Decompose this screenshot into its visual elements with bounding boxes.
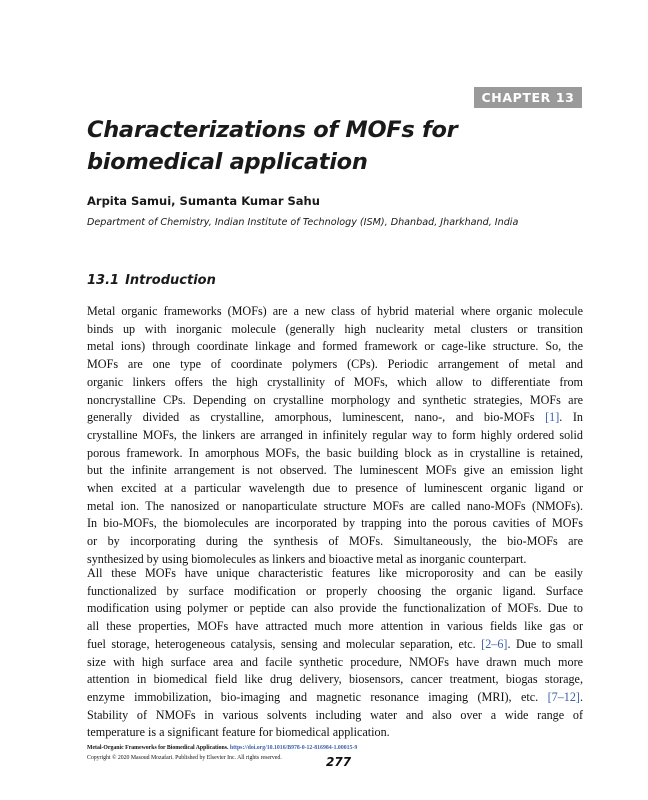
text-line (87, 636, 583, 654)
text-segment: . In (559, 410, 583, 425)
text-line: All these MOFs have unique characteristic features like microporosity and can be easily (87, 566, 583, 580)
section-number: 13.1 (87, 273, 120, 288)
text-segment: . Due to small (507, 636, 583, 651)
citation-link[interactable]: [2–6] (481, 636, 508, 651)
section-heading (87, 273, 216, 288)
chapter-title (87, 114, 557, 178)
citation-link[interactable]: [7–12] (547, 689, 580, 704)
text-line: In bio-MOFs, the biomolecules are incorporated by trapping into the porous cavities of MOFs (87, 516, 583, 531)
text-line: crystalline MOFs, the linkers are arranged in infinitely regular way to form highly ordered solid (87, 427, 583, 442)
text-line: functionalized by surface modification or properly choosing the organic ligand. Surface (87, 583, 583, 598)
text-line: attention in biomedical field like drug delivery, biosensors, cancer treatment, biogas storage, (87, 672, 583, 687)
text-line: Stability of NMOFs in various solvents including water and also over a wide range of (87, 707, 583, 722)
text-line: size with high surface area and facile synthetic procedure, NMOFs have drawn much more (87, 654, 583, 669)
citation-link[interactable]: [1] (545, 410, 560, 425)
text-line: Metal organic frameworks (MOFs) are a new class of hybrid material where organic molecule (87, 304, 583, 318)
footer-citation (87, 745, 357, 751)
text-line: metal ions) through coordinate linkage and formed framework or cage-like structure. So, the (87, 339, 583, 354)
page-number: 277 (326, 755, 352, 769)
affiliation: Department of Chemistry, Indian Institute of Technology (ISM), Dhanbad, Jharkhand, India (87, 217, 519, 228)
chapter-title-line-1: Characterizations of MOFs for (87, 117, 458, 143)
text-segment: generally divided as crystalline, amorphous, luminescent, nano-, and bio-MOFs (87, 410, 546, 425)
text-line: noncrystalline CPs. Depending on crystalline morphology and synthetic strategies, MOFs are (87, 392, 583, 407)
text-line: temperature is a significant feature for biomedical application. (87, 725, 390, 740)
footer-copyright: Copyright © 2020 Masoud Mozafari. Published by Elsevier Inc. All rights reserved. (87, 755, 282, 761)
text-line: all these properties, MOFs have attracted much more attention in various fields like gas or (87, 619, 583, 634)
text-line: metal ion. The nanosized or nanoparticulate structure MOFs are called nano-MOFs (NMOFs). (87, 498, 583, 513)
book-title: Metal-Organic Frameworks for Biomedical Applications. (87, 745, 229, 751)
paragraph-1 (87, 303, 583, 569)
text-line: or by incorporating during the synthesis of MOFs. Simultaneously, the bio-MOFs are (87, 534, 583, 549)
authors: Arpita Samui, Sumanta Kumar Sahu (87, 194, 320, 208)
text-line: binds up with inorganic molecule (generally high nuclearity metal clusters or transition (87, 321, 583, 336)
doi-link[interactable]: https://doi.org/10.1016/B978-0-12-816984-1.00015-9 (229, 745, 358, 751)
text-line: when excited at a particular wavelength due to presence of luminescent organic ligand or (87, 481, 583, 496)
text-line: MOFs are one type of coordinate polymers (CPs). Periodic arrangement of metal and (87, 357, 583, 372)
chapter-title-line-2: biomedical application (87, 149, 368, 175)
text-line: but the infinite arrangement is not observed. The luminescent MOFs give an emission light (87, 463, 583, 478)
text-segment: fuel storage, heterogeneous catalysis, sensing and molecular separation, etc. (87, 636, 482, 651)
text-segment: . (579, 689, 583, 704)
text-line: organic linkers offers the high crystallinity of MOFs, which allow to differentiate from (87, 374, 583, 389)
text-line: porous framework. In amorphous MOFs, the basic building block as in crystalline is retained, (87, 445, 583, 460)
section-title: Introduction (125, 273, 216, 288)
paragraph-2 (87, 565, 583, 742)
text-segment: enzyme immobilization, bio-imaging and magnetic resonance imaging (MRI), etc. (87, 689, 548, 704)
text-line (87, 409, 583, 427)
text-line (87, 689, 583, 707)
chapter-badge: CHAPTER 13 (474, 87, 582, 108)
text-line: synthesized by using biomolecules as linkers and bioactive metal as inorganic counterpart. (87, 551, 527, 566)
text-line: modification using polymer or peptide can also provide the functionalization of MOFs. Due to (87, 601, 583, 616)
